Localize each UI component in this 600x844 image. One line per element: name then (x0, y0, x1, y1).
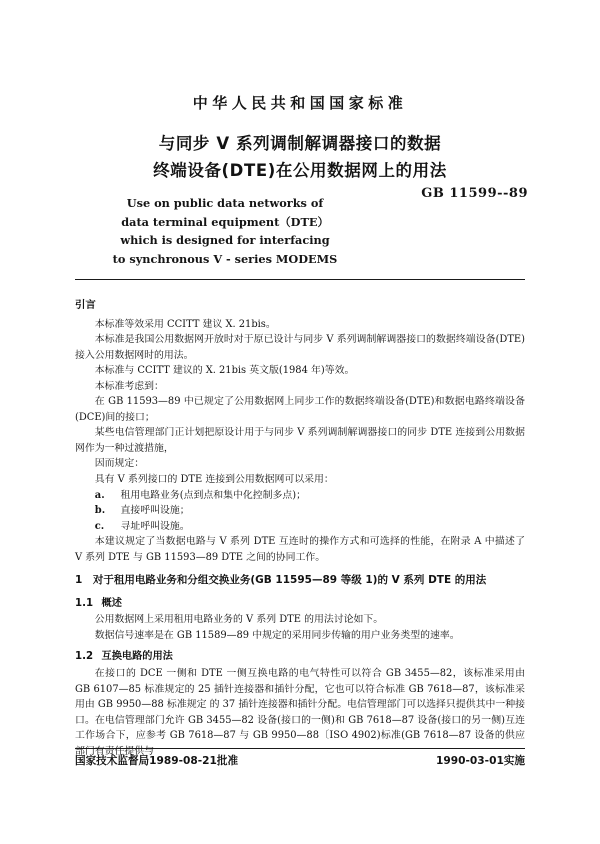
introduction-paragraph: 某些电信管理部门正计划把原设计用于与同步 V 系列调制解调器接口的同步 DTE 连接到公用数据网作为一种过渡措施， (75, 427, 525, 454)
document-title (0, 130, 600, 184)
introduction-closing-paragraph: 本建议规定了当数据电路与 V 系列 DTE 互连时的操作方式和可选择的性能，在附录 A 中描述了 V 系列 DTE 与 GB 11593—89 DTE 之间的协同工作。 (75, 536, 525, 563)
introduction-paragraph: 因而规定： (94, 458, 145, 470)
list-item (75, 503, 525, 519)
introduction-paragraph: 具有 V 系列接口的 DTE 连接到公用数据网可以采用： (94, 474, 334, 486)
english-title-line-3: which is designed for interfacing (120, 233, 330, 248)
section-1-1-heading (75, 596, 525, 612)
footer-divider (75, 748, 525, 749)
section-1-2-number: 1.2 (75, 651, 94, 663)
list-item-text: 寻址呼叫设施。 (120, 520, 190, 532)
introduction-paragraph: 本标准是我国公用数据网开放时对于原已设计与同步 V 系列调制解调器接口的数据终端设备(DTE)接入公用数据网时的用法。 (75, 334, 525, 361)
list-item (75, 488, 525, 504)
section-1-2-heading (75, 649, 525, 665)
section-1-1-paragraph: 数据信号速率是在 GB 11589—89 中规定的采用同步传输的用户业务类型的速率。 (94, 629, 460, 641)
list-item (75, 519, 525, 535)
introduction-paragraph: 在 GB 11593—89 中已规定了公用数据网上同步工作的数据终端设备(DTE)和数据电路终端设备(DCE)间的接口； (75, 396, 525, 423)
approval-text: 国家技术监督局1989-08-21批准 (75, 755, 239, 767)
section-1-1-title: 概述 (101, 597, 122, 609)
list-item-marker: a. (94, 489, 105, 501)
page-footer (75, 753, 525, 768)
header-divider (75, 279, 525, 280)
standard-number: GB 11599--89 (421, 186, 528, 201)
document-title-line-1: 与同步 V 系列调制解调器接口的数据 (158, 134, 442, 153)
list-item-text: 直接呼叫设施； (120, 505, 190, 517)
document-title-line-2: 终端设备(DTE)在公用数据网上的用法 (153, 161, 447, 180)
section-1-1-paragraph: 公用数据网上采用租用电路业务的 V 系列 DTE 的用法讨论如下。 (94, 614, 384, 626)
english-title-line-4: to synchronous V - series MODEMS (112, 251, 338, 266)
national-standard-line: 中华人民共和国国家标准 (192, 94, 408, 112)
introduction-paragraph: 本标准等效采用 CCITT 建议 X. 21bis。 (94, 318, 276, 330)
english-title (0, 194, 600, 268)
section-1-2-title: 互换电路的用法 (101, 651, 173, 663)
section-1-1-number: 1.1 (75, 597, 94, 609)
list-item-marker: c. (94, 520, 105, 532)
list-item-marker: b. (94, 505, 106, 517)
english-title-line-1: Use on public data networks of (126, 196, 324, 210)
implementation-text: 1990-03-01实施 (436, 755, 525, 767)
section-1-number: 1 (75, 574, 83, 587)
section-1-2-paragraph: 在接口的 DCE 一侧和 DTE 一侧互换电路的电气特性可以符合 GB 3455—82，该标准采用由 GB 6107—85 标准规定的 25 插针连接器和插针分配，它也可以符合标准 GB 7618—87，该标准采用由 GB 9950—88 标准规定 的 37 插针连接器和插针分配。电信管理部门可以选择只提供其中一种接口。在电信管理部门允许 GB 3455—82 设备(接口的一侧)和 GB 7618—87 设备(接口的另一侧)互连工作场合下，应参考 GB 7618—87 与 GB 9950—88〔ISO 4902)标准(GB 7618—87 设备的供应部门有责任提供与 (75, 668, 525, 757)
section-1-title: 对于租用电路业务和分组交换业务(GB 11595—89 等级 1)的 V 系列 DTE 的用法 (92, 574, 487, 587)
english-title-line-2: data terminal equipment（DTE） (121, 214, 329, 229)
list-item-text: 租用电路业务(点到点和集中化控制多点)； (120, 489, 306, 501)
introduction-paragraph: 本标准考虑到： (94, 380, 164, 392)
introduction-paragraph: 本标准与 CCITT 建议的 X. 21bis 英文版(1984 年)等效。 (94, 365, 355, 377)
introduction-heading: 引言 (75, 299, 96, 311)
document-body (75, 298, 525, 759)
section-1-heading (75, 573, 525, 589)
